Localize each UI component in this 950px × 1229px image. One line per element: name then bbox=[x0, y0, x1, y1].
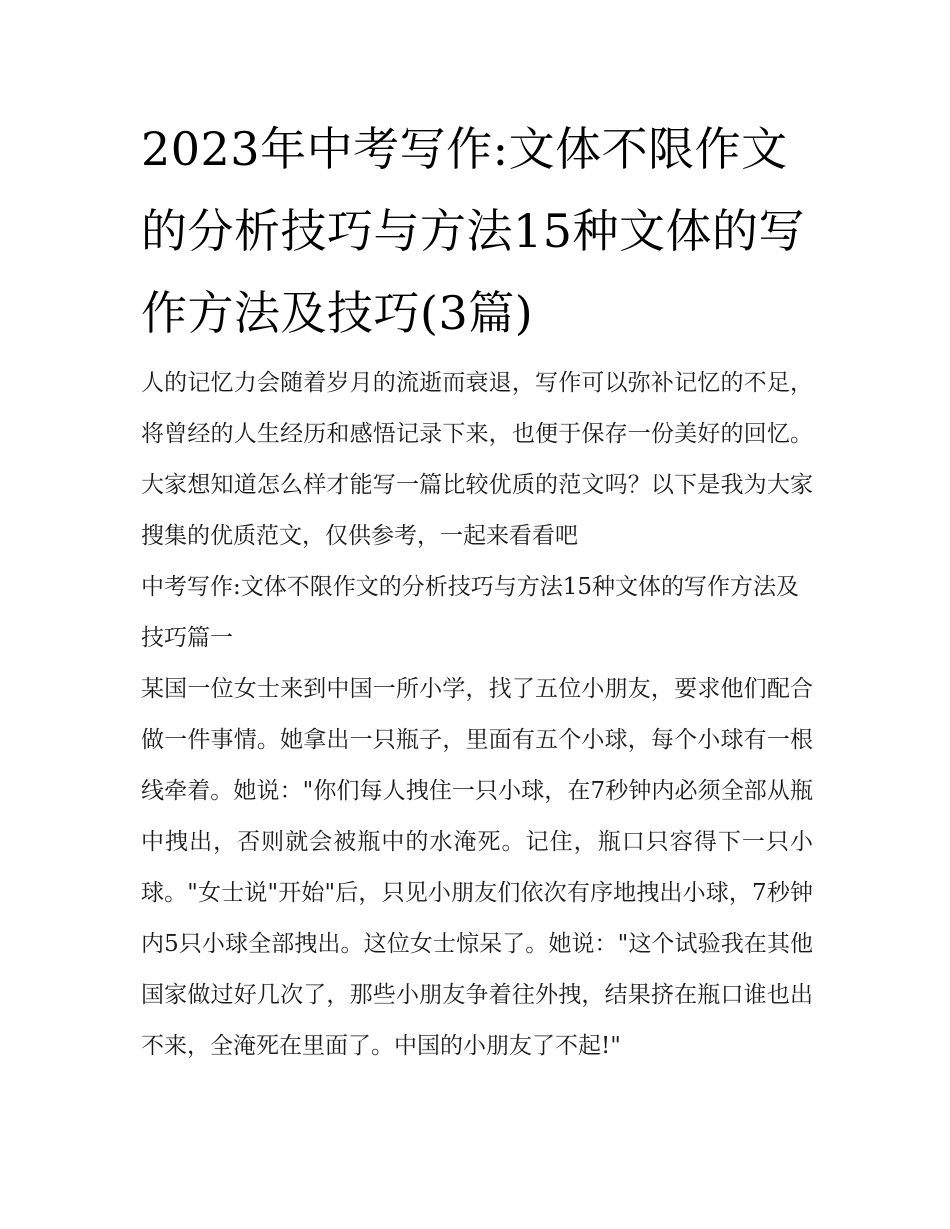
body-paragraph: 某国一位女士来到中国一所小学，找了五位小朋友，要求他们配合做一件事情。她拿出一只瓶子，里面有五个小球，每个小球有一根线牵着。她说："你们每人拽住一只小球，在7秒钟内必须全部从瓶中拽出，否则就会被瓶中的水淹死。记住，瓶口只容得下一只小球。"女士说"开始"后，只见小朋友们依次有序地拽出小球，7秒钟内5只小球全部拽出。这位女士惊呆了。她说："这个试验我在其他国家做过好几次了，那些小朋友争着往外拽，结果挤在瓶口谁也出不来，全淹死在里面了。中国的小朋友了不起!" bbox=[141, 676, 813, 1059]
document-title: 2023年中考写作:文体不限作文的分析技巧与方法15种文体的写作方法及技巧(3篇) bbox=[141, 122, 806, 340]
intro-paragraph: 人的记忆力会随着岁月的流逝而衰退，写作可以弥补记忆的不足，将曾经的人生经历和感悟记录下来，也便于保存一份美好的回忆。大家想知道怎么样才能写一篇比较优质的范文吗？以下是我为大家搜集的优质范文，仅供参考，一起来看看吧 bbox=[141, 370, 813, 549]
document-page bbox=[141, 108, 813, 1072]
section-heading: 中考写作:文体不限作文的分析技巧与方法15种文体的写作方法及技巧篇一 bbox=[141, 574, 800, 651]
